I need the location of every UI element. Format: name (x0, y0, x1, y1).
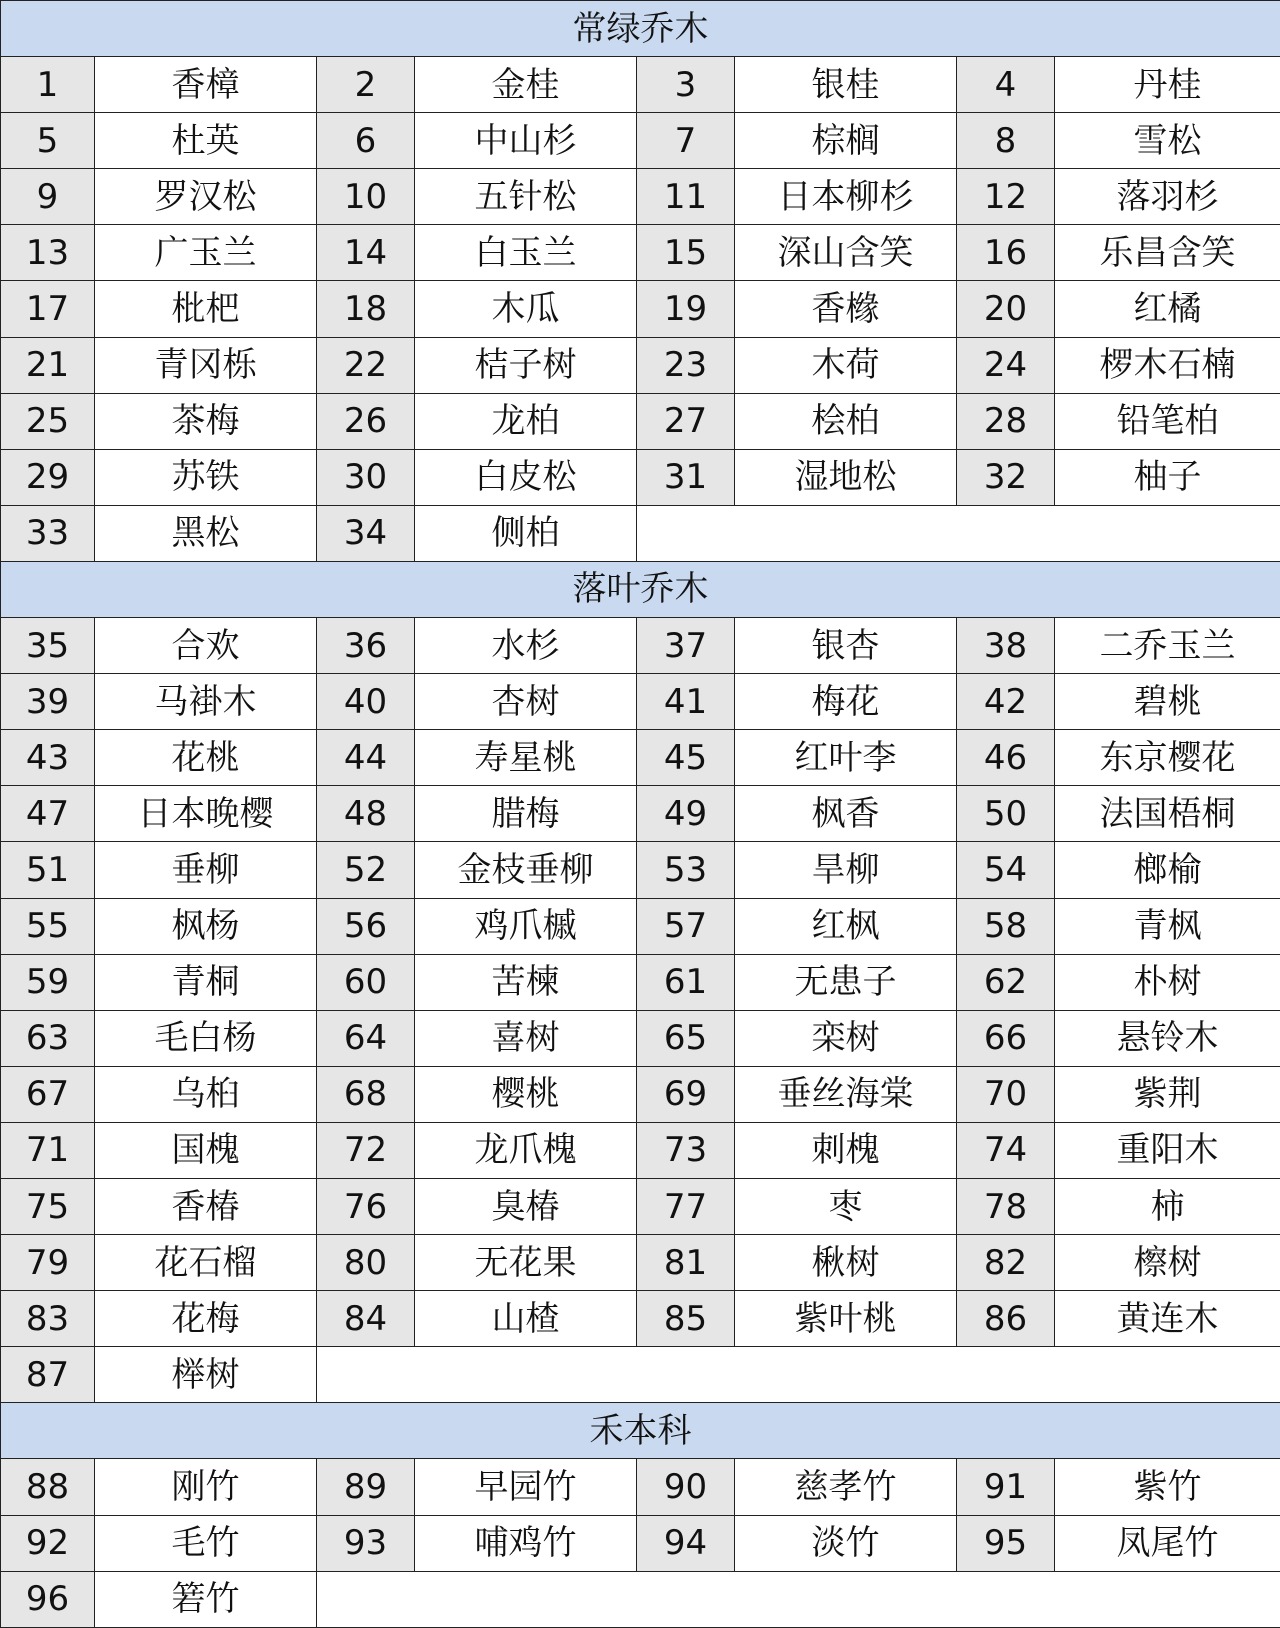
tree-name: 乌桕 (95, 1066, 317, 1122)
table-row (1, 1459, 1280, 1515)
tree-name: 旱柳 (735, 842, 957, 898)
tree-name: 桧柏 (735, 393, 957, 449)
table-row (1, 618, 1280, 674)
tree-name: 青枫 (1055, 898, 1280, 954)
table-row (1, 1515, 1280, 1571)
item-number: 74 (957, 1122, 1055, 1178)
item-number: 48 (317, 786, 415, 842)
table-row (1, 1066, 1280, 1122)
table-row (1, 898, 1280, 954)
item-number: 71 (1, 1122, 95, 1178)
item-number: 95 (957, 1515, 1055, 1571)
tree-name: 枣 (735, 1178, 957, 1234)
section-header-row (1, 1, 1280, 57)
tree-name: 寿星桃 (415, 730, 637, 786)
tree-name: 水杉 (415, 618, 637, 674)
tree-name: 臭椿 (415, 1178, 637, 1234)
item-number: 63 (1, 1010, 95, 1066)
tree-name: 鸡爪槭 (415, 898, 637, 954)
item-number: 38 (957, 618, 1055, 674)
item-number: 82 (957, 1235, 1055, 1291)
tree-name: 法国梧桐 (1055, 786, 1280, 842)
item-number: 62 (957, 954, 1055, 1010)
item-number: 15 (637, 225, 735, 281)
table-row (1, 113, 1280, 169)
item-number: 90 (637, 1459, 735, 1515)
item-number: 46 (957, 730, 1055, 786)
item-number: 22 (317, 337, 415, 393)
section-title: 常绿乔木 (1, 1, 1280, 57)
tree-name: 花梅 (95, 1291, 317, 1347)
tree-name: 杜英 (95, 113, 317, 169)
item-number: 60 (317, 954, 415, 1010)
tree-name: 合欢 (95, 618, 317, 674)
tree-name: 东京樱花 (1055, 730, 1280, 786)
tree-name: 枫香 (735, 786, 957, 842)
tree-name: 黄连木 (1055, 1291, 1280, 1347)
tree-name: 银桂 (735, 57, 957, 113)
tree-name: 日本柳杉 (735, 169, 957, 225)
item-number: 13 (1, 225, 95, 281)
tree-name: 龙柏 (415, 393, 637, 449)
tree-name: 青桐 (95, 954, 317, 1010)
item-number: 96 (1, 1571, 95, 1627)
item-number: 31 (637, 449, 735, 505)
item-number: 29 (1, 449, 95, 505)
tree-name: 花桃 (95, 730, 317, 786)
item-number: 47 (1, 786, 95, 842)
item-number: 19 (637, 281, 735, 337)
item-number: 11 (637, 169, 735, 225)
table-row (1, 57, 1280, 113)
item-number: 14 (317, 225, 415, 281)
tree-name: 重阳木 (1055, 1122, 1280, 1178)
item-number: 80 (317, 1235, 415, 1291)
tree-name: 丹桂 (1055, 57, 1280, 113)
table-row (1, 393, 1280, 449)
tree-name: 桔子树 (415, 337, 637, 393)
tree-name: 慈孝竹 (735, 1459, 957, 1515)
tree-name: 深山含笑 (735, 225, 957, 281)
tree-name: 腊梅 (415, 786, 637, 842)
item-number: 67 (1, 1066, 95, 1122)
tree-name: 榔榆 (1055, 842, 1280, 898)
tree-name: 湿地松 (735, 449, 957, 505)
item-number: 7 (637, 113, 735, 169)
item-number: 50 (957, 786, 1055, 842)
tree-name: 淡竹 (735, 1515, 957, 1571)
item-number: 64 (317, 1010, 415, 1066)
tree-name: 檫树 (1055, 1235, 1280, 1291)
item-number: 17 (1, 281, 95, 337)
item-number: 23 (637, 337, 735, 393)
tree-name: 白皮松 (415, 449, 637, 505)
item-number: 9 (1, 169, 95, 225)
item-number: 58 (957, 898, 1055, 954)
tree-name: 雪松 (1055, 113, 1280, 169)
tree-name: 紫叶桃 (735, 1291, 957, 1347)
table-row (1, 730, 1280, 786)
table-row (1, 505, 1280, 561)
item-number: 12 (957, 169, 1055, 225)
tree-name: 紫荆 (1055, 1066, 1280, 1122)
item-number: 35 (1, 618, 95, 674)
item-number: 84 (317, 1291, 415, 1347)
item-number: 16 (957, 225, 1055, 281)
item-number: 33 (1, 505, 95, 561)
tree-name: 凤尾竹 (1055, 1515, 1280, 1571)
table-row (1, 1178, 1280, 1234)
tree-name: 刺槐 (735, 1122, 957, 1178)
item-number: 27 (637, 393, 735, 449)
item-number: 57 (637, 898, 735, 954)
item-number: 43 (1, 730, 95, 786)
item-number: 61 (637, 954, 735, 1010)
tree-name: 枫杨 (95, 898, 317, 954)
tree-name: 早园竹 (415, 1459, 637, 1515)
item-number: 77 (637, 1178, 735, 1234)
item-number: 20 (957, 281, 1055, 337)
tree-name: 罗汉松 (95, 169, 317, 225)
table-row (1, 1235, 1280, 1291)
item-number: 18 (317, 281, 415, 337)
item-number: 85 (637, 1291, 735, 1347)
table-row (1, 1010, 1280, 1066)
tree-name: 龙爪槐 (415, 1122, 637, 1178)
table-row (1, 449, 1280, 505)
tree-name: 苦楝 (415, 954, 637, 1010)
tree-name: 红橘 (1055, 281, 1280, 337)
item-number: 89 (317, 1459, 415, 1515)
item-number: 10 (317, 169, 415, 225)
item-number: 1 (1, 57, 95, 113)
tree-name: 银杏 (735, 618, 957, 674)
item-number: 55 (1, 898, 95, 954)
tree-name: 五针松 (415, 169, 637, 225)
table-row (1, 1571, 1280, 1627)
item-number: 41 (637, 674, 735, 730)
item-number: 24 (957, 337, 1055, 393)
tree-name: 铅笔柏 (1055, 393, 1280, 449)
empty-cell (317, 1571, 1280, 1627)
tree-name: 榉树 (95, 1347, 317, 1403)
tree-name: 柚子 (1055, 449, 1280, 505)
item-number: 34 (317, 505, 415, 561)
tree-name: 碧桃 (1055, 674, 1280, 730)
empty-cell (637, 505, 1280, 561)
tree-name: 枇杷 (95, 281, 317, 337)
item-number: 2 (317, 57, 415, 113)
tree-name: 木瓜 (415, 281, 637, 337)
table-row (1, 842, 1280, 898)
item-number: 37 (637, 618, 735, 674)
tree-name: 香橼 (735, 281, 957, 337)
section-header-row (1, 1403, 1280, 1459)
tree-name: 二乔玉兰 (1055, 618, 1280, 674)
item-number: 75 (1, 1178, 95, 1234)
item-number: 56 (317, 898, 415, 954)
item-number: 26 (317, 393, 415, 449)
tree-name: 广玉兰 (95, 225, 317, 281)
item-number: 32 (957, 449, 1055, 505)
item-number: 93 (317, 1515, 415, 1571)
item-number: 88 (1, 1459, 95, 1515)
tree-name: 青冈栎 (95, 337, 317, 393)
item-number: 4 (957, 57, 1055, 113)
item-number: 70 (957, 1066, 1055, 1122)
item-number: 73 (637, 1122, 735, 1178)
item-number: 91 (957, 1459, 1055, 1515)
table-row (1, 225, 1280, 281)
item-number: 54 (957, 842, 1055, 898)
tree-name: 苏铁 (95, 449, 317, 505)
item-number: 36 (317, 618, 415, 674)
tree-name: 国槐 (95, 1122, 317, 1178)
tree-name: 栾树 (735, 1010, 957, 1066)
item-number: 40 (317, 674, 415, 730)
tree-name: 杏树 (415, 674, 637, 730)
tree-name: 棕榈 (735, 113, 957, 169)
tree-name: 木荷 (735, 337, 957, 393)
tree-name: 马褂木 (95, 674, 317, 730)
item-number: 66 (957, 1010, 1055, 1066)
item-number: 30 (317, 449, 415, 505)
item-number: 87 (1, 1347, 95, 1403)
tree-name: 悬铃木 (1055, 1010, 1280, 1066)
item-number: 59 (1, 954, 95, 1010)
tree-name: 毛竹 (95, 1515, 317, 1571)
tree-name: 椤木石楠 (1055, 337, 1280, 393)
section-title: 落叶乔木 (1, 561, 1280, 617)
tree-name: 箬竹 (95, 1571, 317, 1627)
tree-name: 中山杉 (415, 113, 637, 169)
table-row (1, 169, 1280, 225)
tree-name: 白玉兰 (415, 225, 637, 281)
item-number: 42 (957, 674, 1055, 730)
tree-name: 落羽杉 (1055, 169, 1280, 225)
tree-name: 垂丝海棠 (735, 1066, 957, 1122)
item-number: 49 (637, 786, 735, 842)
item-number: 51 (1, 842, 95, 898)
table-row (1, 281, 1280, 337)
table-row (1, 786, 1280, 842)
item-number: 28 (957, 393, 1055, 449)
tree-name: 乐昌含笑 (1055, 225, 1280, 281)
item-number: 3 (637, 57, 735, 113)
tree-name: 香樟 (95, 57, 317, 113)
item-number: 25 (1, 393, 95, 449)
item-number: 83 (1, 1291, 95, 1347)
table-row (1, 1291, 1280, 1347)
tree-name: 哺鸡竹 (415, 1515, 637, 1571)
item-number: 69 (637, 1066, 735, 1122)
tree-name: 毛白杨 (95, 1010, 317, 1066)
tree-name: 金枝垂柳 (415, 842, 637, 898)
tree-name: 梅花 (735, 674, 957, 730)
tree-name: 无花果 (415, 1235, 637, 1291)
table-row (1, 1347, 1280, 1403)
tree-name: 喜树 (415, 1010, 637, 1066)
tree-name: 朴树 (1055, 954, 1280, 1010)
table-row (1, 674, 1280, 730)
tree-name: 刚竹 (95, 1459, 317, 1515)
item-number: 21 (1, 337, 95, 393)
tree-name: 侧柏 (415, 505, 637, 561)
tree-name: 日本晚樱 (95, 786, 317, 842)
item-number: 45 (637, 730, 735, 786)
item-number: 79 (1, 1235, 95, 1291)
tree-name: 樱桃 (415, 1066, 637, 1122)
item-number: 76 (317, 1178, 415, 1234)
item-number: 72 (317, 1122, 415, 1178)
tree-name: 红叶李 (735, 730, 957, 786)
tree-name: 楸树 (735, 1235, 957, 1291)
item-number: 53 (637, 842, 735, 898)
section-title: 禾本科 (1, 1403, 1280, 1459)
tree-name: 紫竹 (1055, 1459, 1280, 1515)
item-number: 65 (637, 1010, 735, 1066)
tree-name: 香椿 (95, 1178, 317, 1234)
tree-name: 无患子 (735, 954, 957, 1010)
item-number: 39 (1, 674, 95, 730)
tree-name: 花石榴 (95, 1235, 317, 1291)
item-number: 92 (1, 1515, 95, 1571)
tree-name: 红枫 (735, 898, 957, 954)
item-number: 52 (317, 842, 415, 898)
item-number: 94 (637, 1515, 735, 1571)
item-number: 8 (957, 113, 1055, 169)
section-header-row (1, 561, 1280, 617)
tree-name: 茶梅 (95, 393, 317, 449)
tree-name: 山楂 (415, 1291, 637, 1347)
table-row (1, 337, 1280, 393)
tree-name: 垂柳 (95, 842, 317, 898)
item-number: 78 (957, 1178, 1055, 1234)
item-number: 44 (317, 730, 415, 786)
tree-name: 黑松 (95, 505, 317, 561)
empty-cell (317, 1347, 1280, 1403)
table-row (1, 1122, 1280, 1178)
item-number: 5 (1, 113, 95, 169)
item-number: 81 (637, 1235, 735, 1291)
item-number: 68 (317, 1066, 415, 1122)
item-number: 6 (317, 113, 415, 169)
table-row (1, 954, 1280, 1010)
item-number: 86 (957, 1291, 1055, 1347)
tree-name: 金桂 (415, 57, 637, 113)
tree-name: 柿 (1055, 1178, 1280, 1234)
